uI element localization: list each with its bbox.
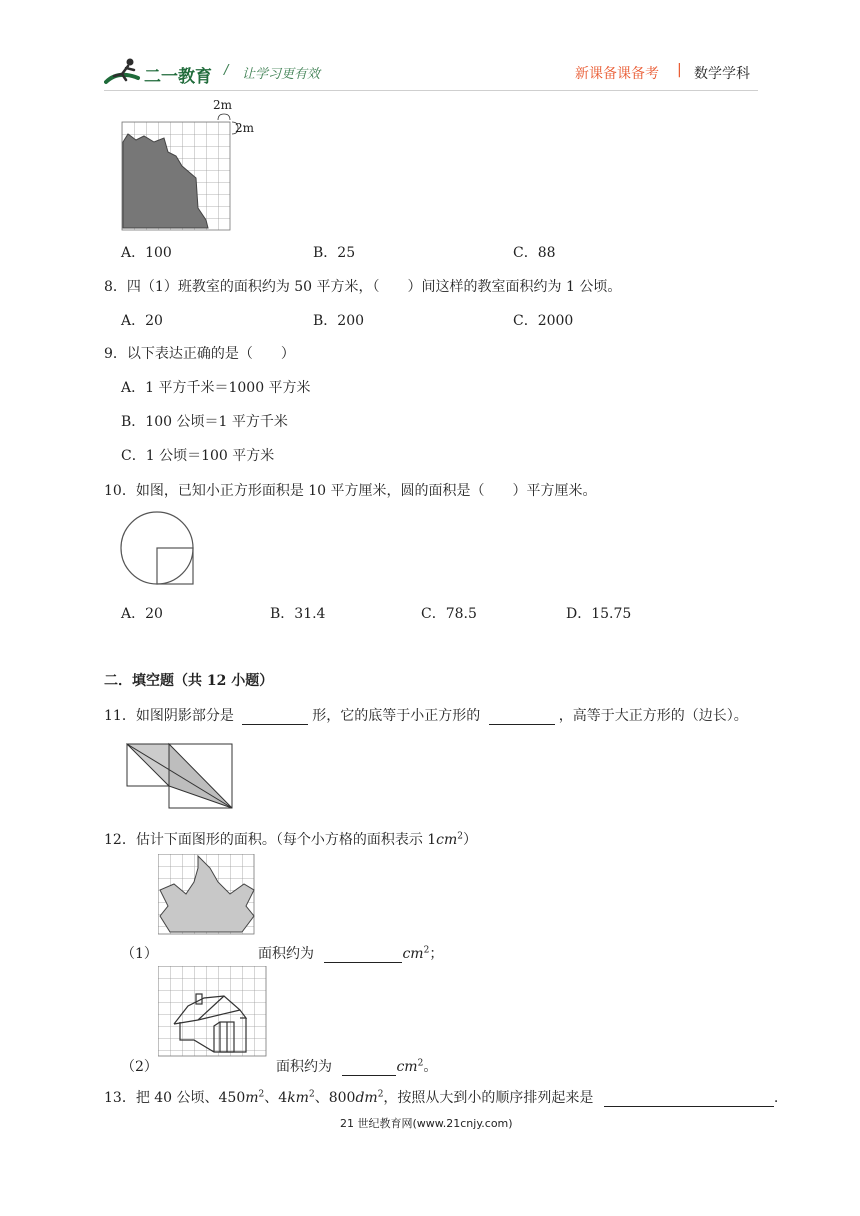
q12-sub2-label: （2） [121, 1059, 158, 1075]
q11-text-2: 形，它的底等于小正方形的 [312, 708, 481, 724]
q12-sub1-blank[interactable] [324, 948, 402, 963]
q11-question [104, 705, 748, 725]
q10-question: 10．如图，已知小正方形面积是 10 平方厘米，圆的面积是（ ）平方厘米。 [104, 483, 597, 499]
q13-end: . [773, 1090, 779, 1106]
q10-option-a[interactable]: A．20 [121, 606, 163, 622]
q13-blank[interactable] [604, 1092, 774, 1107]
section-title: 二．填空题（共 12 小题） [104, 673, 274, 689]
q12-house-figure [158, 966, 268, 1058]
q10-option-b[interactable]: B．31.4 [270, 606, 326, 622]
header-label-subject: 数学学科 [694, 66, 750, 82]
q7-label-side: 2m [235, 121, 255, 135]
q12-sub2-blank[interactable] [342, 1061, 396, 1076]
q12-sub1-exp: 2 [423, 945, 430, 956]
q7-grid-figure [110, 96, 270, 232]
q12-unit: cm [436, 832, 458, 848]
q12-text-end: ） [463, 832, 478, 848]
q8-option-a[interactable]: A．20 [121, 313, 163, 329]
header-separator: | [677, 62, 682, 78]
q12-sub2-text: 面积约为 [276, 1059, 332, 1075]
logo-text: 二一教育 [144, 67, 212, 87]
q7-label-top: 2m [213, 98, 233, 112]
logo-runner-icon [104, 56, 144, 88]
q10-option-d[interactable]: D．15.75 [566, 606, 632, 622]
q9-option-c[interactable]: C．1 公顷＝100 平方米 [121, 448, 275, 464]
q13-unit-2: km [287, 1090, 309, 1106]
header-divider [104, 90, 758, 91]
q8-option-b[interactable]: B．200 [313, 313, 365, 329]
q13-unit-3: dm [355, 1090, 378, 1106]
header [0, 0, 860, 92]
q7-option-a[interactable]: A．100 [121, 245, 172, 261]
q9-option-a[interactable]: A．1 平方千米＝1000 平方米 [121, 380, 311, 396]
q12-sub2-end: 。 [423, 1059, 438, 1075]
q13-question [104, 1087, 778, 1107]
q13-exp-1: 2 [258, 1089, 265, 1100]
q12-sub1-text: 面积约为 [258, 946, 314, 962]
q7-option-b[interactable]: B．25 [313, 245, 356, 261]
header-slogan: 让学习更有效 [242, 67, 321, 82]
q12-sub2-exp: 2 [417, 1058, 424, 1069]
q12-sub2-unit: cm [396, 1059, 418, 1075]
q12-sub1-end: ； [429, 946, 444, 962]
q11-text-3: ，高等于大正方形的（边长）。 [558, 708, 748, 724]
q12-sub2-line [276, 1056, 437, 1076]
q8-question: 8．四（1）班教室的面积约为 50 平方米，（ ）间这样的教室面积约为 1 公顷。 [104, 279, 622, 295]
q13-exp-2: 2 [308, 1089, 315, 1100]
q11-blank-2[interactable] [489, 710, 555, 725]
q11-blank-1[interactable] [242, 710, 308, 725]
q13-text-2: 、4 [264, 1090, 288, 1106]
q12-leaf-figure [158, 854, 258, 936]
q13-text-4: ，按照从大到小的顺序排列起来是 [383, 1090, 594, 1106]
q7-option-c[interactable]: C．88 [513, 245, 556, 261]
q10-circle-square-figure [118, 508, 202, 590]
q11-triangle-figure [126, 742, 234, 810]
q12-question [104, 829, 477, 849]
q12-text: 12．估计下面图形的面积。（每个小方格的面积表示 1 [104, 832, 437, 848]
q8-option-c[interactable]: C．2000 [513, 313, 574, 329]
q12-sub1-label: （1） [121, 946, 158, 962]
q9-option-b[interactable]: B．100 公顷＝1 平方千米 [121, 414, 288, 430]
q13-text-3: 、800 [314, 1090, 356, 1106]
q13-exp-3: 2 [377, 1089, 384, 1100]
q12-exp: 2 [457, 831, 464, 842]
q13-unit-1: m [245, 1090, 259, 1106]
header-label-courses: 新课备课备考 [575, 66, 659, 82]
footer-text: 21 世纪教育网(www.21cnjy.com) [340, 1117, 513, 1130]
q13-text-1: 13．把 40 公顷、450 [104, 1090, 246, 1106]
q11-text-1: 11．如图阴影部分是 [104, 708, 234, 724]
q12-sub1-unit: cm [402, 946, 424, 962]
q9-question: 9．以下表达正确的是（ ） [104, 346, 295, 362]
q10-option-c[interactable]: C．78.5 [421, 606, 477, 622]
q12-sub1-line [258, 943, 443, 963]
slogan-divider: / [224, 63, 229, 78]
